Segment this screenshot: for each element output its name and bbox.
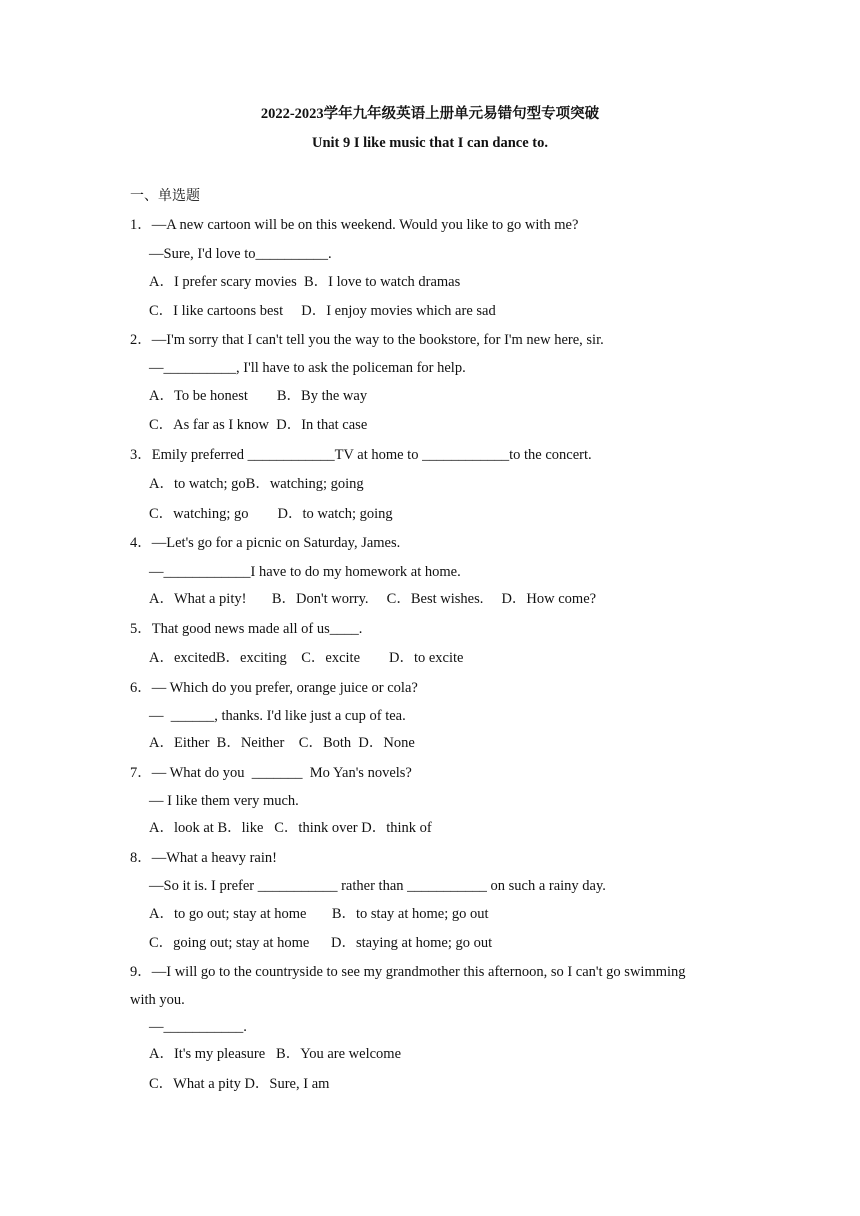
question-7-options-row-1: A．look at B．like C．think over D．think of xyxy=(149,820,432,836)
question-7-stem: 7．— What do you _______ Mo Yan's novels? xyxy=(130,765,412,781)
question-1-stem: 1．—A new cartoon will be on this weekend. Would you like to go with me? xyxy=(130,217,579,233)
question-5-options-row-1: A．excitedB．exciting C．excite D．to excite xyxy=(149,650,464,666)
question-2-line: —__________, I'll have to ask the policeman for help. xyxy=(149,360,466,376)
question-2-options-row-2: C．As far as I know D．In that case xyxy=(149,417,368,433)
question-1-options-row-1: A．I prefer scary movies B．I love to watch dramas xyxy=(149,274,461,290)
question-1-line: —Sure, I'd love to__________. xyxy=(149,246,332,262)
question-4-line: —____________I have to do my homework at home. xyxy=(149,564,461,580)
page-subtitle: Unit 9 I like music that I can dance to. xyxy=(311,135,549,151)
question-3-options-row-2: C．watching; go D．to watch; going xyxy=(149,506,393,522)
question-2-options-row-1: A．To be honest B．By the way xyxy=(149,388,368,404)
question-6-options-row-1: A．Either B．Neither C．Both D．None xyxy=(149,735,415,751)
question-5-stem: 5．That good news made all of us____. xyxy=(130,621,363,637)
question-1-options-row-2: C．I like cartoons best D．I enjoy movies which are sad xyxy=(149,303,496,319)
question-9-options-row-1: A．It's my pleasure B．You are welcome xyxy=(149,1046,402,1062)
question-6-stem: 6．— Which do you prefer, orange juice or cola? xyxy=(130,680,418,696)
question-8-options-row-2: C．going out; stay at home D．staying at home; go out xyxy=(149,935,493,951)
question-7-line: — I like them very much. xyxy=(149,793,299,809)
section-heading: 一、单选题 xyxy=(130,188,200,204)
question-9-options-row-2: C．What a pity D．Sure, I am xyxy=(149,1076,330,1092)
question-2-stem: 2．—I'm sorry that I can't tell you the way to the bookstore, for I'm new here, sir. xyxy=(130,332,604,348)
page-title: 2022-2023学年九年级英语上册单元易错句型专项突破 xyxy=(260,106,600,122)
question-9-stem-continued: with you. xyxy=(130,992,185,1008)
question-4-stem: 4．—Let's go for a picnic on Saturday, James. xyxy=(130,535,401,551)
question-3-stem: 3．Emily preferred ____________TV at home to ____________to the concert. xyxy=(130,447,592,463)
question-8-line: —So it is. I prefer ___________ rather than ___________ on such a rainy day. xyxy=(149,878,606,894)
question-8-options-row-1: A．to go out; stay at home B．to stay at home; go out xyxy=(149,906,489,922)
question-8-stem: 8．—What a heavy rain! xyxy=(130,850,277,866)
question-9-line: —___________. xyxy=(149,1019,247,1035)
question-3-options-row-1: A．to watch; goB．watching; going xyxy=(149,476,364,492)
question-4-options-row-1: A．What a pity! B．Don't worry. C．Best wishes. D．How come? xyxy=(149,591,597,607)
question-6-line: — ______, thanks. I'd like just a cup of tea. xyxy=(149,708,406,724)
question-9-stem: 9．—I will go to the countryside to see my grandmother this afternoon, so I can't go swimming xyxy=(130,964,686,980)
